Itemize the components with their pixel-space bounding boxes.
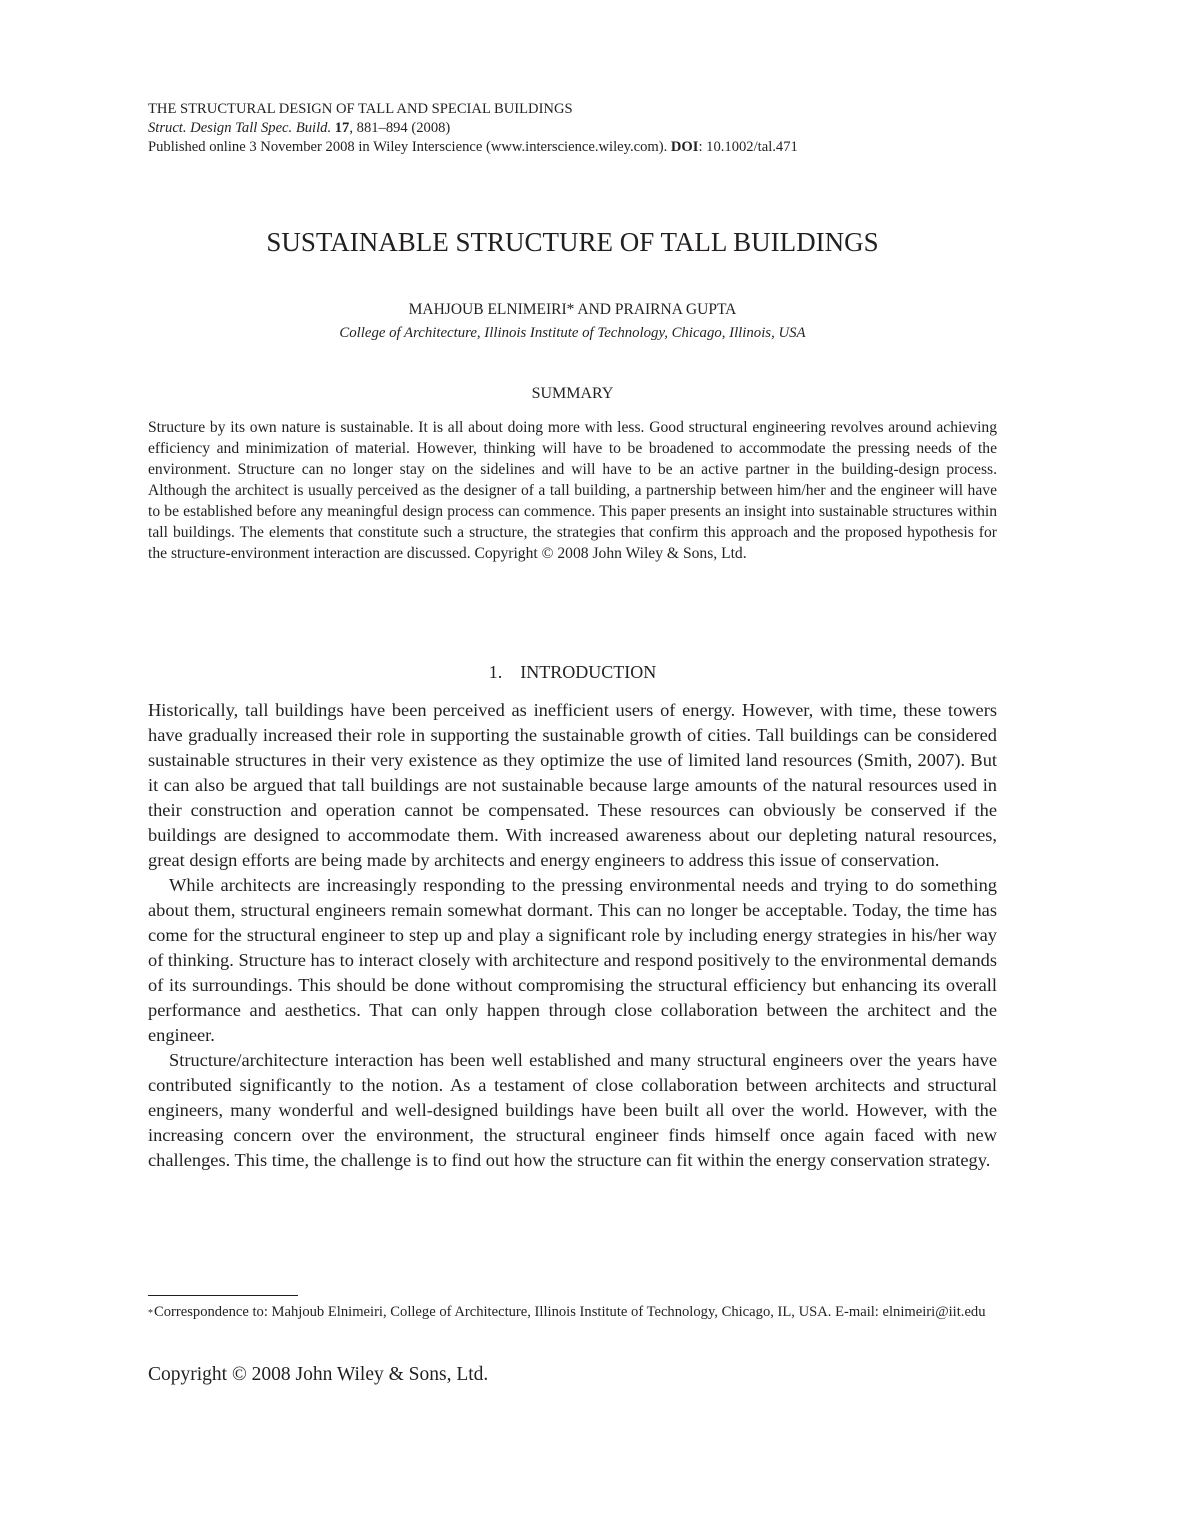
introduction-body: [148, 698, 997, 1173]
citation-abbrev: Struct. Design Tall Spec. Build.: [148, 120, 332, 136]
citation-line: [148, 119, 798, 138]
section-heading-introduction: 1. INTRODUCTION: [488, 662, 657, 682]
doi-value: : 10.1002/tal.471: [698, 139, 798, 155]
published-line: [148, 138, 798, 157]
footnote-marker: *: [148, 1308, 153, 1319]
footnote-text: Correspondence to: Mahjoub Elnimeiri, College of Architecture, Illinois Institute of Technology, Chicago, IL, USA. E-mail: elnimeiri@iit.edu: [154, 1304, 986, 1320]
affiliation: College of Architecture, Illinois Institute of Technology, Chicago, Illinois, USA: [339, 325, 806, 341]
doi-label: DOI: [670, 139, 699, 155]
journal-name: THE STRUCTURAL DESIGN OF TALL AND SPECIAL BUILDINGS: [148, 101, 573, 117]
citation-pages: , 881–894 (2008): [349, 120, 451, 136]
paragraph: While architects are increasingly responding to the pressing environmental needs and trying to do something about them, structural engineers remain somewhat dormant. This can no longer be acceptable. Today, the time has come for the structural engineer to step up and play a significant role by including energy strategies in his/her way of thinking. Structure has to interact closely with architecture and respond positively to the environmental demands of its surroundings. This should be done without compromising the structural efficiency but enhancing its overall performance and aesthetics. That can only happen through close collaboration between the architect and the engineer.: [148, 875, 997, 1045]
paper-title: SUSTAINABLE STRUCTURE OF TALL BUILDINGS: [266, 227, 879, 257]
authors: MAHJOUB ELNIMEIRI* AND PRAIRNA GUPTA: [408, 301, 737, 318]
footnote: [148, 1303, 997, 1322]
paragraph: Historically, tall buildings have been perceived as inefficient users of energy. However, with time, these towers have gradually increased their role in supporting the sustainable growth of cities. Tall buildings can be considered sustainable structures in their very existence as they optimize the use of limited land resources (Smith, 2007). But it can also be argued that tall buildings are not sustainable because large amounts of the natural resources used in their construction and operation cannot be compensated. These resources can obviously be conserved if the buildings are designed to accommodate them. With increased awareness about our depleting natural resources, great design efforts are being made by architects and energy engineers to address this issue of conservation.: [148, 700, 997, 870]
citation-volume: 17: [334, 120, 350, 136]
journal-header: [148, 100, 798, 157]
published-text: Published online 3 November 2008 in Wiley Interscience (www.interscience.wiley.com).: [148, 139, 671, 155]
summary-heading: SUMMARY: [531, 385, 614, 402]
copyright-notice: Copyright © 2008 John Wiley & Sons, Ltd.: [148, 1364, 489, 1385]
summary-text: Structure by its own nature is sustainable. It is all about doing more with less. Good structural engineering revolves around achieving efficiency and minimization of material. However, thinking will have to be broadened to accommodate the pressing needs of the environment. Structure can no longer stay on the sidelines and will have to be an active partner in the building-design process. Although the architect is usually perceived as the designer of a tall building, a partnership between him/her and the engineer will have to be established before any meaningful design process can commence. This paper presents an insight into sustainable structures within tall buildings. The elements that constitute such a structure, the strategies that confirm this approach and the proposed hypothesis for the structure-environment interaction are discussed. Copyright © 2008 John Wiley & Sons, Ltd.: [148, 419, 997, 562]
footnote-rule: [148, 1295, 298, 1296]
paragraph: Structure/architecture interaction has been well established and many structural engineers over the years have contributed significantly to the notion. As a testament of close collaboration between architects and structural engineers, many wonderful and well-designed buildings have been built all over the world. However, with the increasing concern over the environment, the structural engineer finds himself once again faced with new challenges. This time, the challenge is to find out how the structure can fit within the energy conservation strategy.: [148, 1050, 997, 1170]
